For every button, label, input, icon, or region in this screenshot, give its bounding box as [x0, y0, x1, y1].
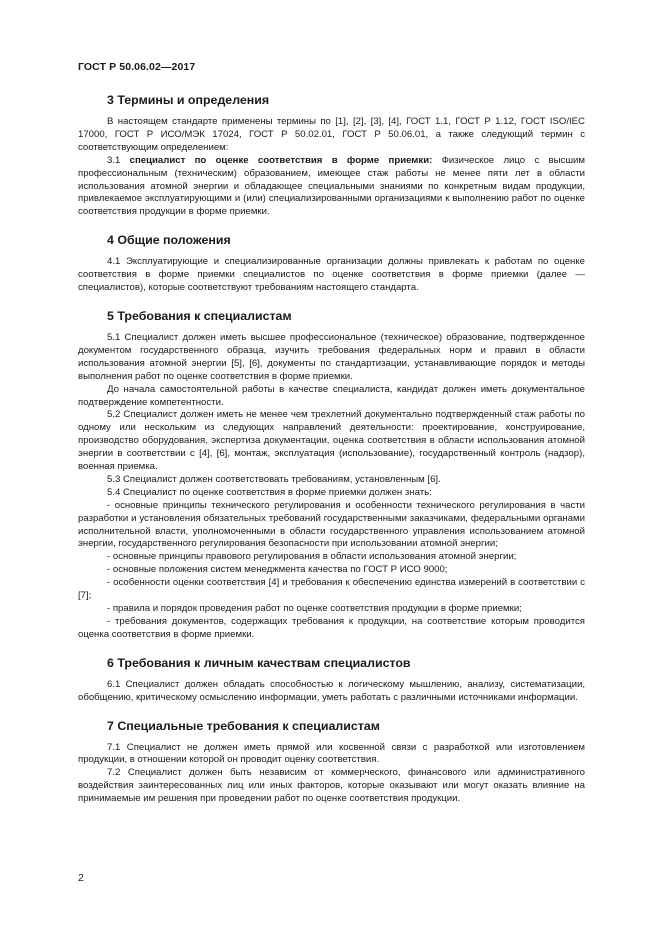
paragraph: 5.4 Специалист по оценке соответствия в форме приемки должен знать: [107, 486, 432, 498]
section-special-requirements [78, 719, 585, 807]
paragraph: В настоящем стандарте применены термины по [1], [2], [3], [4], ГОСТ 1.1, ГОСТ Р 1.12, ГОСТ ISO/IEC 17000, ГОСТ Р ИСО/МЭК 17024, ГОСТ Р 50.02.01, ГОСТ Р 50.06.01, а также следующий термин с соответствующим определением: [78, 116, 585, 153]
paragraph: 4.1 Эксплуатирующие и специализированные организации должны привлекать к работам по оценке соответствия в форме приемки специалистов по оценке соответствия в форме приемки (далее — специалистов), которые соответствуют требованиям настоящего стандарта. [78, 256, 585, 294]
section-heading: 5 Требования к специалистам [107, 308, 292, 323]
section-heading: 6 Требования к личным качествам специалистов [107, 655, 411, 670]
section-requirements [78, 309, 585, 642]
section-heading: 4 Общие положения [107, 233, 231, 248]
section-heading: 7 Специальные требования к специалистам [107, 718, 380, 733]
list-item: - требования документов, содержащих требования к продукции, на соответствие которым проводится оценка соответствия в форме приемки. [78, 615, 585, 640]
paragraph: 5.2 Специалист должен иметь не менее чем трехлетний документально подтвержденный стаж работы по одному или нескольким из следующих направлений деятельности: проектирование, конструирование, производство оборудования, экспертиза документации, оценка соответствия в области использования атомной энергии в соответствии с [4], [6], монтаж, эксплуатация (использование), государственный контроль (надзор), военная приемка. [78, 409, 585, 473]
section-heading: 3 Термины и определения [107, 93, 270, 107]
document-body [78, 93, 585, 820]
list-item: - основные принципы правового регулирования в области использования атомной энергии; [107, 551, 517, 563]
list-item: - основные принципы технического регулирования и особенности технического регулирования в части разработки и установления обязательных требований государственными заказчиками, федеральными органами исполнительной власти, уполномоченными в области государственного управления использованием атомной энергии, государственного регулирования безопасности при использовании атомной энергии; [78, 499, 585, 550]
paragraph: 7.2 Специалист должен быть независим от коммерческого, финансового или административного воздействия заинтересованных лиц или иных факторов, которые оказывают или могут оказать влияние на принимаемые им решения при проведении работ по оценке соответствия продукции. [78, 767, 585, 805]
list-item: - правила и порядок проведения работ по оценке соответствия продукции в форме приемки; [107, 603, 522, 614]
paragraph: 5.1 Специалист должен иметь высшее профессиональное (техническое) образование, подтвержденное документом государственного образца, изучить требования федеральных норм и правил в области использования атомной энергии [5], [6], документы по стандартизации, устанавливающие порядок и методы выполнения работ по оценке соответствия в форме приемки. [78, 331, 585, 382]
paragraph: 5.3 Специалист должен соответствовать требованиям, установленным [6]. [107, 473, 441, 485]
term-definition: Физическое лицо с высшим профессиональным (техническим) образованием, имеющее стаж работы не менее пяти лет в области использования атомной энергии и обладающее специальными знаниями по конкретным видам продукции, привлекаемое эксплуатирующими и (или) специализированными организациями к выполнению работ по оценке соответствия продукции в форме приемки. [78, 154, 585, 218]
section-terms [78, 93, 585, 219]
clause-number: 3.1 [107, 154, 121, 166]
paragraph: До начала самостоятельной работы в качестве специалиста, кандидат должен иметь документальное подтверждение компетентности. [78, 383, 585, 408]
list-item: - особенности оценки соответствия [4] и требования к обеспечению единства измерений в соответствии с [7]; [78, 577, 585, 602]
section-personal-qualities [78, 656, 585, 705]
paragraph: 7.1 Специалист не должен иметь прямой или косвенной связи с разработкой или изготовлением продукции, в отношении которой он проводит оценку соответствия. [78, 741, 585, 766]
page-number: 2 [78, 872, 84, 884]
paragraph: 6.1 Специалист должен обладать способностью к логическому мышлению, анализу, систематизации, обобщению, критическому осмыслению информации, уметь работать с различными источниками информации. [78, 678, 585, 703]
term-name: специалист по оценке соответствия в форме приемки: [129, 154, 433, 166]
term-definition-paragraph [78, 155, 585, 220]
section-general [78, 233, 585, 295]
list-item: - основные положения систем менеджмента качества по ГОСТ Р ИСО 9000; [107, 564, 448, 576]
document-code-header: ГОСТ Р 50.06.02—2017 [78, 61, 196, 73]
